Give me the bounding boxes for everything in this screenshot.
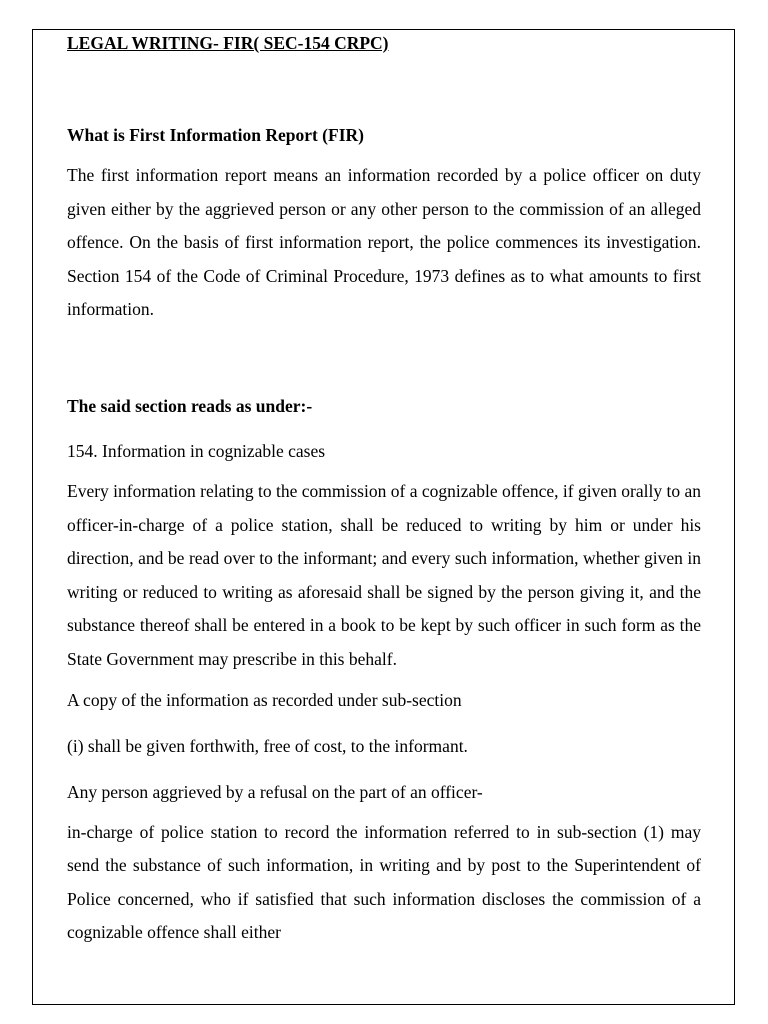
line-copy-of-information: A copy of the information as recorded under sub-section	[67, 689, 462, 710]
section-154-title: 154. Information in cognizable cases	[67, 440, 326, 461]
document-page	[32, 29, 735, 1005]
line-person-aggrieved: Any person aggrieved by a refusal on the part of an officer-	[67, 781, 483, 802]
document-body	[67, 30, 701, 950]
paragraph-section-154-3: in-charge of police station to record the information referred to in sub-section (1) may send the substance of such information, in writing and by post to the Superintendent of Police concerned, who if satisfied that such information discloses the commission of a cognizable offence shall either	[67, 821, 701, 943]
paragraph-fir-definition: The first information report means an information recorded by a police officer on duty given either by the aggrieved person or any other person to the commission of an alleged offence. On the basis of first information report, the police commences its investigation. Section 154 of the Code of Criminal Procedure, 1973 defines as to what amounts to first information.	[67, 165, 701, 320]
paragraph-section-154-1: Every information relating to the commission of a cognizable offence, if given orally to an officer-in-charge of a police station, shall be reduced to writing by him or under his direction, and be read over to the informant; and every such information, whether given in writing or reduced to writing as aforesaid shall be signed by the person giving it, and the substance thereof shall be entered in a book to be kept by such officer in such form as the State Government may prescribe in this behalf.	[67, 480, 701, 669]
heading-what-is-fir: What is First Information Report (FIR)	[67, 125, 364, 145]
line-free-of-cost: (i) shall be given forthwith, free of cost, to the informant.	[67, 735, 468, 756]
document-title: LEGAL WRITING- FIR( SEC-154 CRPC)	[67, 33, 389, 53]
heading-section-reads: The said section reads as under:-	[67, 395, 313, 416]
